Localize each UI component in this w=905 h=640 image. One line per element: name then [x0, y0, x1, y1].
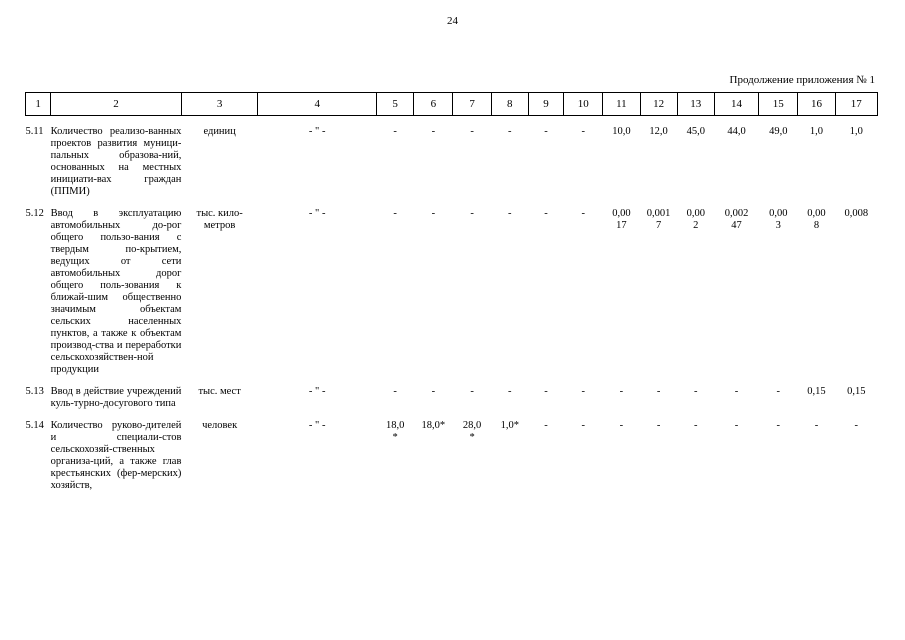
value-cell: -: [619, 420, 624, 431]
table-row: [26, 410, 878, 496]
value-cell: -: [581, 420, 585, 431]
value-cell: -: [656, 386, 661, 397]
column-header: 1: [26, 93, 51, 116]
value-cell: 0,00 17: [612, 208, 631, 231]
continuation-label: Продолжение приложения № 1: [729, 74, 875, 86]
value-cell: -: [814, 420, 819, 431]
column-header: 4: [258, 93, 377, 116]
row-number: 5.14: [25, 420, 44, 431]
table-row: [26, 116, 878, 199]
value-cell: -: [508, 386, 512, 397]
value-cell: 44,0: [727, 126, 746, 137]
column-header: 12: [640, 93, 677, 116]
indicator-name: Ввод в эксплуатацию автомобильных до-рог общего пользо-вания с твердым по-крытием, ведущих от сети автомобильных дорог общего поль-зования к ближай-шим общественно значимым объектам сельских населенных пунктов, а также к объектам производ-ства и переработки сельскохозяйствен-ной продукции: [50, 208, 182, 375]
value-cell: -: [431, 126, 436, 137]
value-cell: 0,008: [844, 208, 869, 219]
value-cell: -: [656, 420, 661, 431]
value-cell: -: [431, 386, 436, 397]
table-header: [26, 93, 878, 116]
page-number: 24: [447, 15, 458, 27]
indicator-name: Количество реализо-ванных проектов развития муници-пальных образова-ний, основанных на местных инициати-вах граждан (ППМИ): [50, 126, 182, 197]
value-cell: -: [776, 386, 781, 397]
value-cell: -: [470, 126, 474, 137]
column-header: 14: [714, 93, 758, 116]
value-cell: -: [431, 208, 436, 219]
unit-cell: человек: [202, 420, 238, 431]
value-cell: -: [694, 386, 698, 397]
table-row: [26, 376, 878, 410]
value-cell: -: [776, 420, 781, 431]
value-cell: 18,0*: [421, 420, 446, 431]
value-cell: -: [734, 420, 739, 431]
column-header: 10: [564, 93, 603, 116]
value-cell: 49,0: [769, 126, 788, 137]
value-cell: 1,0*: [500, 420, 519, 431]
row-number: 5.12: [25, 208, 44, 219]
value-cell: -: [694, 420, 698, 431]
value-cell: -: [470, 386, 474, 397]
indicator-table: [25, 92, 878, 496]
source-cell: - " -: [308, 208, 326, 219]
value-cell: -: [544, 386, 548, 397]
value-cell: 0,00 8: [807, 208, 826, 231]
table-row: [26, 198, 878, 376]
value-cell: 0,001 7: [646, 208, 671, 231]
value-cell: -: [470, 208, 474, 219]
source-cell: - " -: [308, 126, 326, 137]
value-cell: -: [508, 208, 512, 219]
value-cell: -: [393, 126, 397, 137]
column-header: 16: [798, 93, 835, 116]
value-cell: -: [544, 208, 548, 219]
value-cell: -: [854, 420, 859, 431]
source-cell: - " -: [308, 420, 326, 431]
value-cell: 0,00 3: [769, 208, 788, 231]
value-cell: 45,0: [686, 126, 705, 137]
value-cell: -: [619, 386, 624, 397]
column-header: 17: [835, 93, 877, 116]
unit-cell: тыс. кило- метров: [196, 208, 243, 231]
source-cell: - " -: [308, 386, 326, 397]
value-cell: -: [544, 420, 548, 431]
column-header: 6: [414, 93, 453, 116]
value-cell: 10,0: [612, 126, 631, 137]
value-cell: 0,00 2: [686, 208, 705, 231]
table-body: [26, 116, 878, 497]
column-header: 5: [377, 93, 414, 116]
column-header: 7: [453, 93, 491, 116]
column-header: 3: [181, 93, 257, 116]
value-cell: -: [581, 386, 585, 397]
value-cell: 1,0: [809, 126, 824, 137]
header-row: [26, 93, 878, 116]
value-cell: -: [581, 208, 585, 219]
value-cell: 12,0: [649, 126, 668, 137]
column-header: 13: [677, 93, 714, 116]
indicator-name: Ввод в действие учреждений куль-турно-досугового типа: [50, 386, 182, 409]
value-cell: -: [734, 386, 739, 397]
column-header: 11: [603, 93, 640, 116]
value-cell: 18,0 *: [385, 420, 405, 443]
value-cell: 0,002 47: [724, 208, 749, 231]
column-header: 15: [759, 93, 798, 116]
value-cell: -: [544, 126, 548, 137]
row-number: 5.11: [25, 126, 44, 137]
column-header: 8: [491, 93, 528, 116]
unit-cell: единиц: [203, 126, 236, 137]
value-cell: 0,15: [807, 386, 826, 397]
value-cell: -: [581, 126, 585, 137]
row-number: 5.13: [25, 386, 44, 397]
indicator-name: Количество руково-дителей и специали-стов сельскохозяй-ственных организа-ций, а также глав крестьянских (фер-мерских) хозяйств,: [50, 420, 182, 491]
column-header: 9: [528, 93, 563, 116]
value-cell: 0,15: [847, 386, 866, 397]
value-cell: -: [393, 208, 397, 219]
value-cell: -: [393, 386, 397, 397]
unit-cell: тыс. мест: [198, 386, 241, 397]
value-cell: 1,0: [849, 126, 863, 137]
column-header: 2: [51, 93, 182, 116]
value-cell: -: [508, 126, 512, 137]
value-cell: 28,0 *: [462, 420, 482, 443]
